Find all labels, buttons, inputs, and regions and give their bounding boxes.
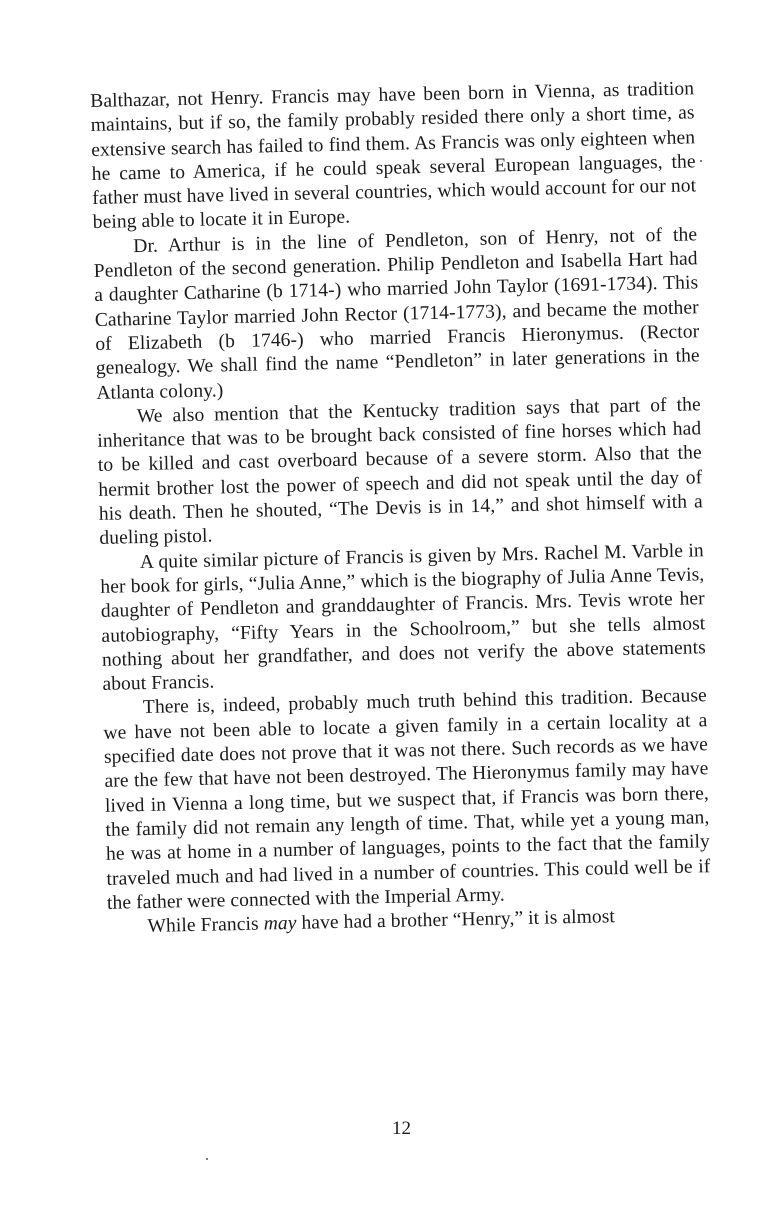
page-number: 12 [392, 1118, 411, 1139]
body-text [90, 77, 712, 940]
scan-speck [700, 160, 702, 162]
paragraph-6-emphasis: may [263, 912, 297, 935]
paragraph-3: We also mention that the Kentucky tradition says that part of the inheritance that was to be brought back consisted of fine horses which had to be killed and cast overboard because of a severe storm. Also that the hermit brother lost the power of speech and did not speak until the day of his death. Then he shouted, “The Devis is in 14,” and shot himself with a dueling pistol. [97, 394, 703, 550]
paragraph-5: There is, indeed, probably much truth behind this tradition. Because we have not been able to locate a given family in a certain locality at a specified date does not prove that it was not there. Such records as we have are the few that have not been destroyed. The Hieronymus family may have lived in Vienna a long time, but we suspect that, if Francis was born there, the family did not remain any length of time. That, while yet a young man, he was at home in a number of languages, points to the fact that the family traveled much and had lived in a number of countries. This could well be if the father were connected with the Imperial Army. [103, 685, 711, 914]
scan-speck [206, 1158, 208, 1160]
paragraph-4: A quite similar picture of Francis is given by Mrs. Rachel M. Varble in her book for girls, “Julia Anne,” which is the biography of Julia Anne Tevis, daughter of Pendleton and granddaughter of Francis. Mrs. Tevis wrote her autobiography, “Fifty Years in the Schoolroom,” but she tells almost nothing about her grandfather, and does not verify the above statements about Francis. [100, 539, 707, 695]
paragraph-6-start: While Francis [147, 913, 264, 938]
paragraph-6-end: have had a brother “Henry,” it is almost [296, 906, 616, 934]
paragraph-2: Dr. Arthur is in the line of Pendleton, son of Henry, not of the Pendleton of the second generation. Philip Pendleton and Isabella Hart had a daughter Catharine (b 1714-) who married John Taylor (1691-1734). This Catharine Taylor married John Rector (1714-1773), and became the mother of Elizabeth (b 1746-) who married Francis Hieronymus. (Rector genealogy. We shall find the name “Pendleton” in later generations in the Atlanta colony.) [93, 224, 700, 404]
paragraph-1: Balthazar, not Henry. Francis may have been born in Vienna, as tradition maintains, but if so, the family probably resided there only a short time, as extensive search has failed to find them. As Francis was only eighteen when he came to America, if he could speak several European languages, the father must have lived in several countries, which would account for our not being able to locate it in Europe. [90, 78, 697, 234]
